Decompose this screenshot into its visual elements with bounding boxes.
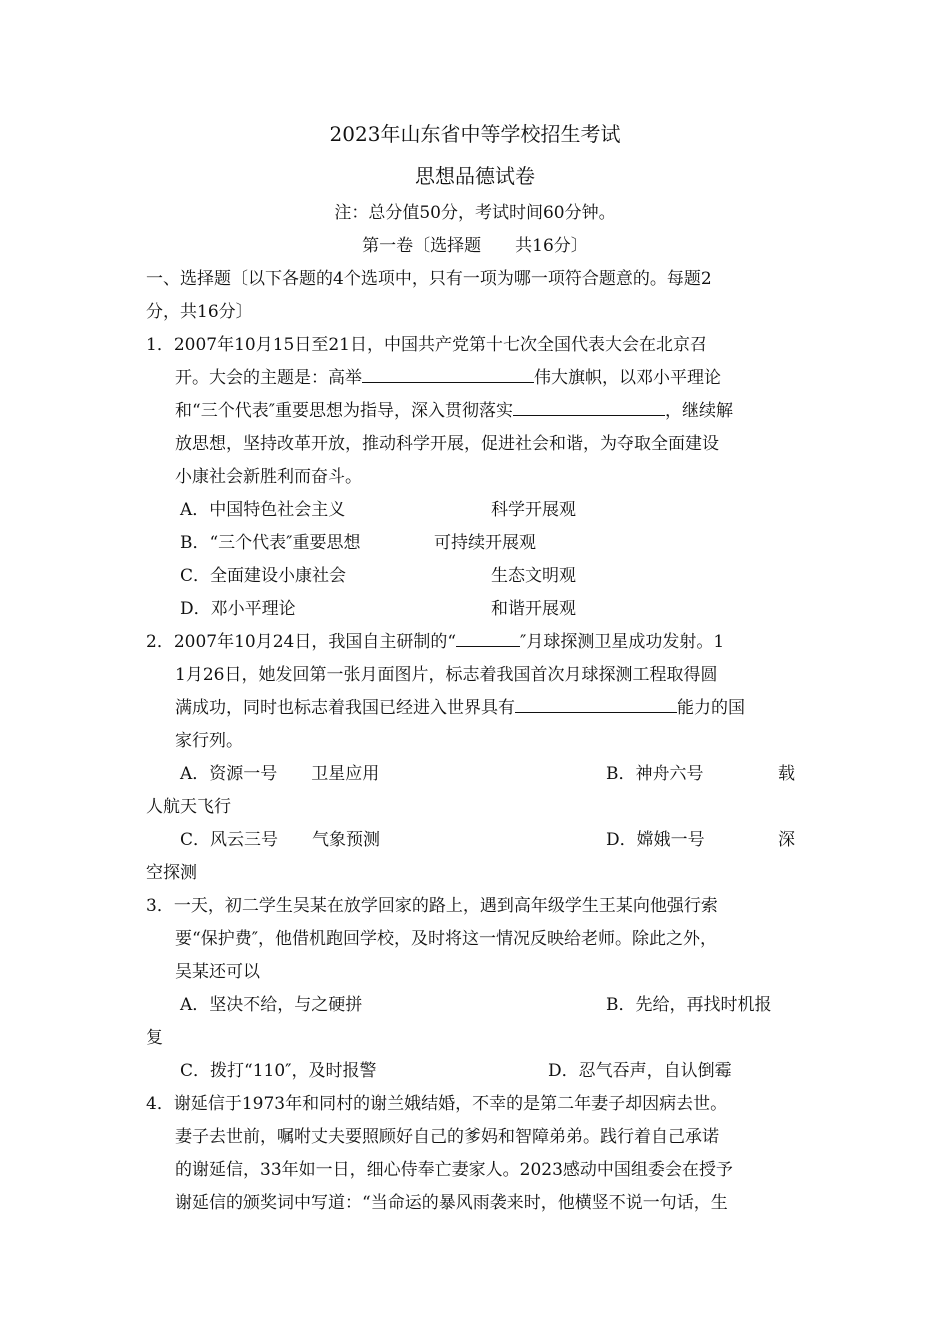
- q1-line3: [175, 396, 733, 421]
- exam-title: 2023年山东省中等学校招生考试: [329, 122, 621, 146]
- exam-note: 注：总分值50分，考试时间60分钟。: [334, 203, 616, 223]
- q2-line1: [146, 627, 724, 652]
- q3-line1: 3．一天，初二学生吴某在放学回家的路上，遇到高年级学生王某向他强行索: [146, 896, 718, 916]
- q1-line3-text-b: ，继续解: [665, 401, 734, 421]
- q1-blank-1: [362, 368, 534, 383]
- q2-option-d: D．嫦娥一号: [606, 830, 705, 850]
- q4-line4: 谢延信的颁奖词中写道：“当命运的暴风雨袭来时，他横竖不说一句话，生: [175, 1193, 728, 1213]
- q1-line2-text-b: 伟大旗帜，以邓小平理论: [534, 368, 721, 388]
- exam-subtitle: 思想品德试卷: [415, 164, 535, 188]
- q2-line4: 家行列。: [175, 731, 243, 751]
- q1-line2-text-a: 开。大会的主题是：高举: [175, 368, 362, 388]
- q2-option-d-wrap: 空探测: [146, 863, 197, 883]
- q2-option-a: A．资源一号 卫星应用: [180, 764, 380, 784]
- q1-option-d-second: 和谐开展观: [491, 599, 576, 619]
- q4-line3: 的谢延信，33年如一日，细心侍奉亡妻家人。2023感动中国组委会在授予: [175, 1160, 733, 1180]
- q2-option-b-wrap: 人航天飞行: [146, 797, 231, 817]
- q1-line1: 1．2007年10月15日至21日，中国共产党第十七次全国代表大会在北京召: [146, 335, 707, 355]
- q1-line4: 放思想，坚持改革开放，推动科学开展，促进社会和谐，为夺取全面建设: [175, 434, 719, 454]
- q2-line3: [175, 693, 745, 718]
- part-heading: 第一卷〔选择题 共16分〕: [362, 236, 588, 256]
- q3-option-c: C．拨打“110″，及时报警: [180, 1061, 377, 1081]
- q2-line1-text-a: 2．2007年10月24日，我国自主研制的“: [146, 632, 457, 652]
- q3-line3: 吴某还可以: [175, 962, 260, 982]
- q3-option-b-wrap: 复: [146, 1028, 163, 1048]
- q2-line1-text-b: ″月球探测卫星成功发射。1: [520, 632, 725, 652]
- section-instructions-line1: 一、选择题〔以下各题的4个选项中，只有一项为哪一项符合题意的。每题2: [146, 269, 712, 289]
- q1-option-d: D．邓小平理论: [180, 599, 296, 619]
- q3-option-d: D．忍气吞声，自认倒霉: [548, 1061, 732, 1081]
- q3-line2: 要“保护费″，他借机跑回学校，及时将这一情况反映给老师。除此之外，: [175, 929, 718, 949]
- q1-blank-2: [513, 401, 665, 416]
- q2-option-c: C．风云三号 气象预测: [180, 830, 381, 850]
- q2-option-b-cont: 载: [778, 764, 795, 784]
- q2-blank-1: [456, 632, 520, 647]
- q4-line1: 4．谢延信于1973年和同村的谢兰娥结婚，不幸的是第二年妻子却因病去世。: [146, 1094, 728, 1114]
- q2-blank-2: [515, 698, 677, 713]
- q1-option-a-second: 科学开展观: [491, 500, 576, 520]
- q1-option-c-second: 生态文明观: [491, 566, 576, 586]
- q1-option-a: A．中国特色社会主义: [180, 500, 346, 520]
- q1-option-b-second: 可持续开展观: [434, 533, 536, 553]
- q3-option-b: B．先给，再找时机报: [606, 995, 772, 1015]
- q2-option-b: B．神舟六号: [606, 764, 704, 784]
- section-instructions-line2: 分，共16分〕: [146, 302, 253, 322]
- q2-line3-text-a: 满成功，同时也标志着我国已经进入世界具有: [175, 698, 515, 718]
- q1-line5: 小康社会新胜利而奋斗。: [175, 467, 362, 487]
- q4-line2: 妻子去世前，嘱咐丈夫要照顾好自己的爹妈和智障弟弟。践行着自己承诺: [175, 1127, 719, 1147]
- q1-line2: [175, 363, 721, 388]
- q2-option-d-cont: 深: [778, 830, 795, 850]
- q3-option-a: A．坚决不给，与之硬拼: [180, 995, 363, 1015]
- q1-option-c: C．全面建设小康社会: [180, 566, 347, 586]
- q2-line2: 1月26日，她发回第一张月面图片，标志着我国首次月球探测工程取得圆: [175, 665, 718, 685]
- q1-option-b: B．“三个代表″重要思想: [180, 533, 361, 553]
- q2-line3-text-b: 能力的国: [677, 698, 745, 718]
- q1-line3-text-a: 和“三个代表″重要思想为指导，深入贯彻落实: [175, 401, 514, 421]
